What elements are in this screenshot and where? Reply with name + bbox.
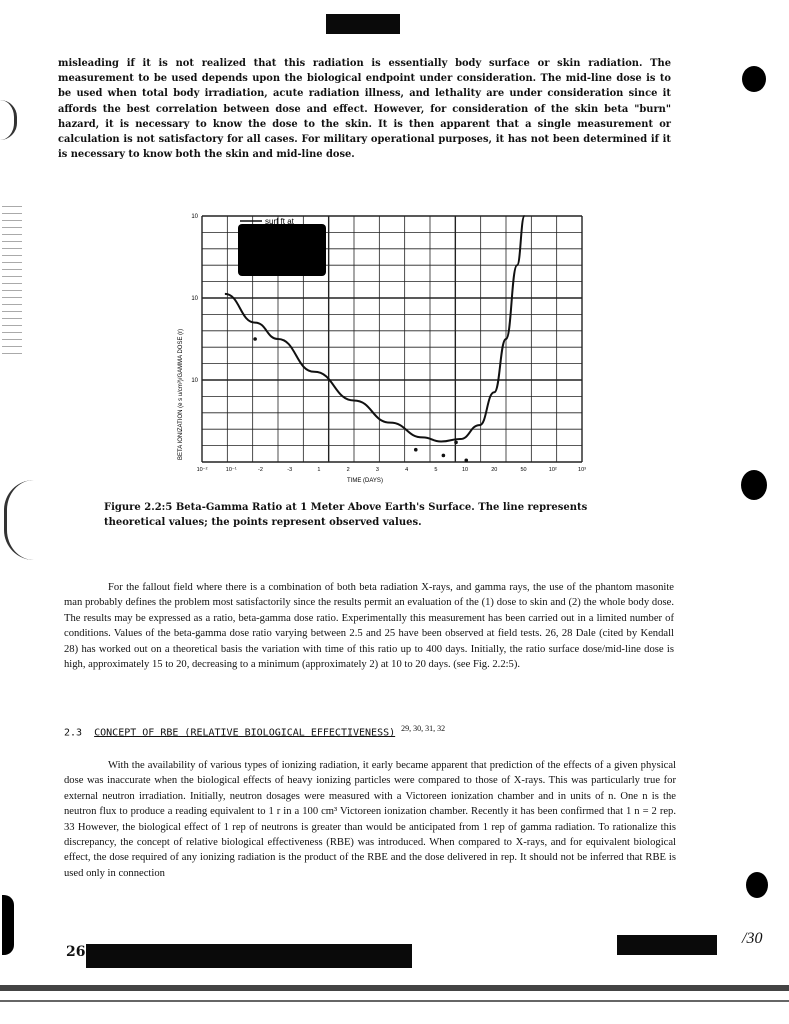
x-tick-label: -2 [258,467,263,473]
observed-point [442,454,446,458]
chart-y-label: BETA IONIZATION (e s u/cm³)/GAMMA DOSE (r) [178,328,184,460]
observed-point [414,448,418,452]
x-tick-label: 10² [548,467,557,473]
observed-point [464,459,468,463]
x-tick-label: 50 [520,467,527,473]
section-title: CONCEPT OF RBE (RELATIVE BIOLOGICAL EFFECTIVENESS) [94,727,396,739]
bottom-redaction-bar [86,944,412,968]
punch-hole-right-bottom [746,872,768,898]
top-redaction-bar [326,14,400,34]
left-binding-mark-middle [4,480,37,560]
figure-caption-title: Beta-Gamma Ratio at 1 Meter Above Earth's Surface. [175,502,475,513]
figure-caption [104,500,644,530]
top-paragraph: misleading if it is not realized that this radiation is essentially body surface or skin radiation. The measurement to be used depends upon the biological endpoint under consideration. The mid-line dose is to be used when total body irradiation, acute radiation illness, and lethality are under consideration since it affords the best correlation between dose and effect. However, for consideration of the skin beta "burn" hazard, it is necessary to know the dose to the skin. It is then apparent that a single measurement or calculation is not satisfactory for all cases. For military operational purposes, it has not been determined if it is necessary to know both the skin and mid-line dose. [58,58,671,161]
x-tick-label: 5 [434,467,438,473]
observed-point [253,337,257,341]
handwritten-page-number: /30 [742,930,763,947]
x-tick-label: 10⁻² [196,467,208,473]
page-number: 26 [66,944,86,960]
figure-caption-label: Figure 2.2:5 [104,502,173,513]
left-binding-mark-top [0,100,17,140]
punch-hole-right-middle [741,470,767,500]
bottom-paragraph: With the availability of various types of ionizing radiation, it early became apparent that prediction of the effects of a given physical dose was inaccurate when the biological effects of heavy ionizing particles were compared to those of X-rays. This was particularly true for external neutron irradiation. Initially, neutron dosages were measured with a Victoreen ionization chamber and in units of n. One n is the neutron flux to produce a reading equivalent to 1 r in a 100 cm³ Victoreen ionization chamber. Recently it has been confirmed that 1 n = 2 rep. 33 However, the biological effect of 1 rep of neutrons is greater than would be anticipated from 1 rep of gamma radiation. To rationalize this discrepancy, the concept of relative biological effectiveness (RBE) was introduced. When compared to X-rays, and for equivalent biological effect, the dose required of any ionizing radiation is the product of the RBE and the dose delivered in rep. It should not be inferred that RBE is used only in connection [64,760,676,879]
x-tick-label: 10³ [578,467,586,473]
x-tick-label: 2 [346,467,350,473]
punch-hole-right-top [742,66,766,92]
x-tick-label: 4 [405,467,409,473]
footer-scan-noise-thin [0,1000,789,1002]
x-tick-label: 10 [462,467,469,473]
x-tick-label: 3 [375,467,379,473]
chart-x-label: TIME (DAYS) [347,478,383,484]
figure-caption-text: The line represents theoretical values; the points represent observed values. [104,502,588,528]
legend-text: surf ft at [265,217,294,226]
x-tick-label: -3 [287,467,293,473]
left-margin-mark-bottom [2,895,14,955]
x-tick-label: 1 [317,467,321,473]
beta-gamma-chart [170,200,590,484]
x-tick-label: 10⁻¹ [225,467,237,473]
left-margin-noise [2,200,22,360]
section-number: 2.3 [64,727,83,739]
y-tick-label: 10 [191,378,198,384]
x-tick-label: 20 [491,467,498,473]
observed-point [454,441,458,445]
y-tick-label: 10 [191,214,198,220]
bottom-right-redaction-bar [617,935,717,955]
section-heading [64,724,445,738]
section-refs: 29, 30, 31, 32 [401,724,446,733]
chart-redaction-block [238,224,326,276]
footer-scan-noise [0,985,789,991]
middle-paragraph: For the fallout field where there is a combination of both beta radiation X-rays, and gamma rays, the use of the phantom masonite man probably defines the problem most satisfactorily since the results permit an evaluation of the (1) dose to skin and (2) the whole body dose. The results may be expressed as a ratio, beta-gamma dose ratio. Experimentally this measurement has been carried out in a limited number of conditions. Values of the beta-gamma dose ratio varying between 2.5 and 25 have been observed at field tests. 26, 28 Dale (cited by Kendall 28) has worked out on a theoretical basis the variation with time of this ratio up to 400 days. Initially, the ratio surface dose/mid-line dose is high, approximately 15 to 20, decreasing to a minimum (approximately 2) at 10 to 20 days. (see Fig. 2.2:5). [64,582,674,671]
y-tick-label: 10 [191,296,198,302]
